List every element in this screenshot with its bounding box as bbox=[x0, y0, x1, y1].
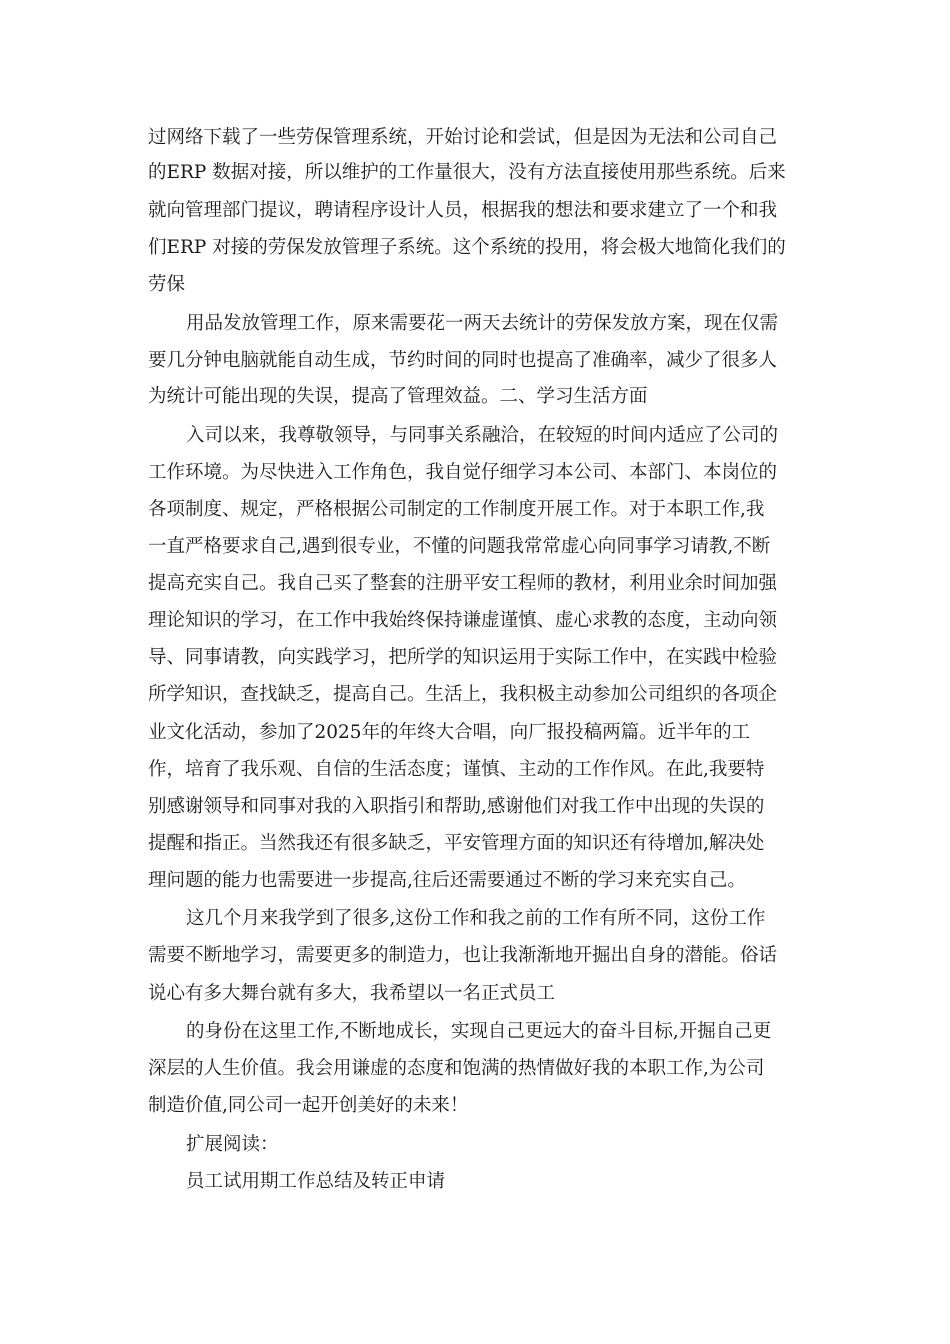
text-line: 说心有多大舞台就有多大，我希望以一名正式员工 bbox=[148, 983, 556, 1004]
text-line: 别感谢领导和同事对我的入职指引和帮助,感谢他们对我工作中出现的失误的 bbox=[148, 796, 765, 817]
text-line: 业文化活动，参加了2025年的年终大合唱，向厂报投稿两篇。近半年的工 bbox=[148, 722, 751, 743]
text-line: 提高充实自己。我自己买了整套的注册平安工程师的教材，利用业余时间加强 bbox=[148, 573, 778, 594]
text-line: 用品发放管理工作，原来需要花一两天去统计的劳保发放方案，现在仅需 bbox=[186, 313, 779, 334]
text-line: 提醒和指正。当然我还有很多缺乏，平安管理方面的知识还有待增加,解决处 bbox=[148, 833, 765, 854]
text-line: 作，培育了我乐观、自信的生活态度；谨慎、主动的工作作风。在此,我要特 bbox=[148, 759, 765, 780]
text-line: 深层的人生价值。我会用谦虚的态度和饱满的热情做好我的本职工作,为公司 bbox=[148, 1058, 765, 1079]
text-line: 理问题的能力也需要进一步提高,往后还需要通过不断的学习来充实自己。 bbox=[148, 870, 746, 891]
extended-reading-label: 扩展阅读： bbox=[186, 1134, 279, 1155]
text-line: 要几分钟电脑就能自动生成，节约时间的同时也提高了准确率，减少了很多人 bbox=[148, 350, 778, 371]
text-line: 们ERP 对接的劳保发放管理子系统。这个系统的投用，将会极大地简化我们的 bbox=[148, 237, 786, 258]
text-line: 各项制度、规定，严格根据公司制定的工作制度开展工作。对于本职工作,我 bbox=[148, 499, 765, 520]
text-line: 就向管理部门提议，聘请程序设计人员，根据我的想法和要求建立了一个和我 bbox=[148, 200, 778, 221]
text-line: 的ERP 数据对接，所以维护的工作量很大，没有方法直接使用那些系统。后来 bbox=[148, 162, 786, 183]
text-line: 一直严格要求自己,遇到很专业，不懂的问题我常常虚心向同事学习请教,不断 bbox=[148, 536, 771, 557]
text-line: 需要不断地学习，需要更多的制造力，也让我渐渐地开掘出自身的潜能。俗话 bbox=[148, 945, 778, 966]
text-line: 过网络下载了一些劳保管理系统，开始讨论和尝试，但是因为无法和公司自己 bbox=[148, 127, 778, 148]
text-line: 所学知识，查找缺乏，提高自己。生活上，我积极主动参加公司组织的各项企 bbox=[148, 684, 778, 705]
extended-reading-title: 员工试用期工作总结及转正申请 bbox=[186, 1171, 446, 1192]
text-line: 制造价值,同公司一起开创美好的未来！ bbox=[148, 1095, 469, 1116]
text-line: 入司以来，我尊敬领导，与同事关系融洽，在较短的时间内适应了公司的 bbox=[186, 425, 779, 446]
text-line: 的身份在这里工作,不断地成长，实现自己更远大的奋斗目标,开掘自己更 bbox=[186, 1021, 772, 1042]
text-line: 这几个月来我学到了很多,这份工作和我之前的工作有所不同，这份工作 bbox=[186, 908, 766, 929]
text-line: 导、同事请教，向实践学习，把所学的知识运用于实际工作中，在实践中检验 bbox=[148, 647, 778, 668]
text-line: 为统计可能出现的失误，提高了管理效益。二、学习生活方面 bbox=[148, 386, 648, 407]
text-line: 理论知识的学习，在工作中我始终保持谦虚谨慎、虚心求教的态度，主动向领 bbox=[148, 610, 778, 631]
text-line: 劳保 bbox=[148, 274, 186, 295]
text-line: 工作环境。为尽快进入工作角色，我自觉仔细学习本公司、本部门、本岗位的 bbox=[148, 462, 778, 483]
